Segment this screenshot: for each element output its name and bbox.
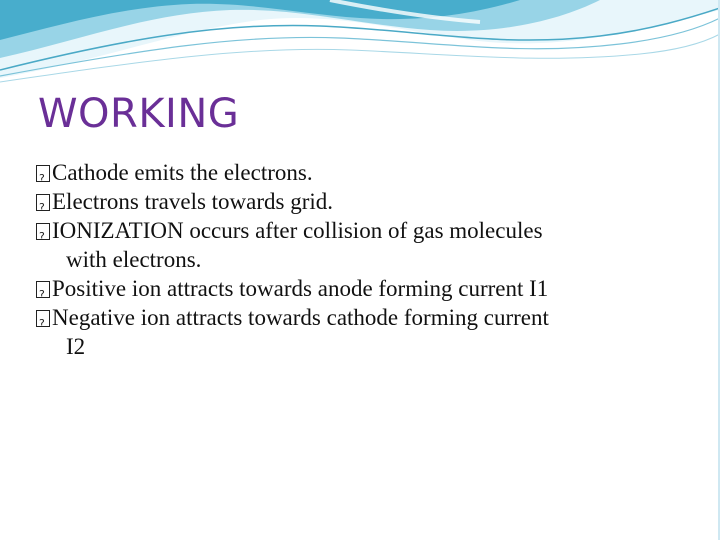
missing-glyph-icon bbox=[36, 223, 50, 240]
bullet-item-4 bbox=[36, 274, 696, 303]
bullet-list bbox=[36, 158, 696, 361]
bullet-item-3 bbox=[36, 216, 696, 274]
missing-glyph-icon bbox=[36, 310, 50, 327]
bullet-text: IONIZATION occurs after collision of gas molecules bbox=[52, 218, 543, 243]
header-wave-decoration bbox=[0, 0, 720, 90]
bullet-text-continuation: with electrons. bbox=[66, 247, 202, 272]
bullet-text-continuation: I2 bbox=[66, 334, 86, 359]
bullet-text: Positive ion attracts towards anode forming current I1 bbox=[52, 276, 549, 301]
bullet-item-5 bbox=[36, 303, 696, 361]
missing-glyph-icon bbox=[36, 281, 50, 298]
bullet-item-2 bbox=[36, 187, 696, 216]
missing-glyph-icon bbox=[36, 194, 50, 211]
bullet-text: Negative ion attracts towards cathode forming current bbox=[52, 305, 549, 330]
missing-glyph-icon bbox=[36, 165, 50, 182]
bullet-text: Electrons travels towards grid. bbox=[52, 189, 334, 214]
bullet-item-1 bbox=[36, 158, 696, 187]
slide-title: WORKING bbox=[38, 91, 240, 137]
bullet-text: Cathode emits the electrons. bbox=[52, 160, 313, 185]
